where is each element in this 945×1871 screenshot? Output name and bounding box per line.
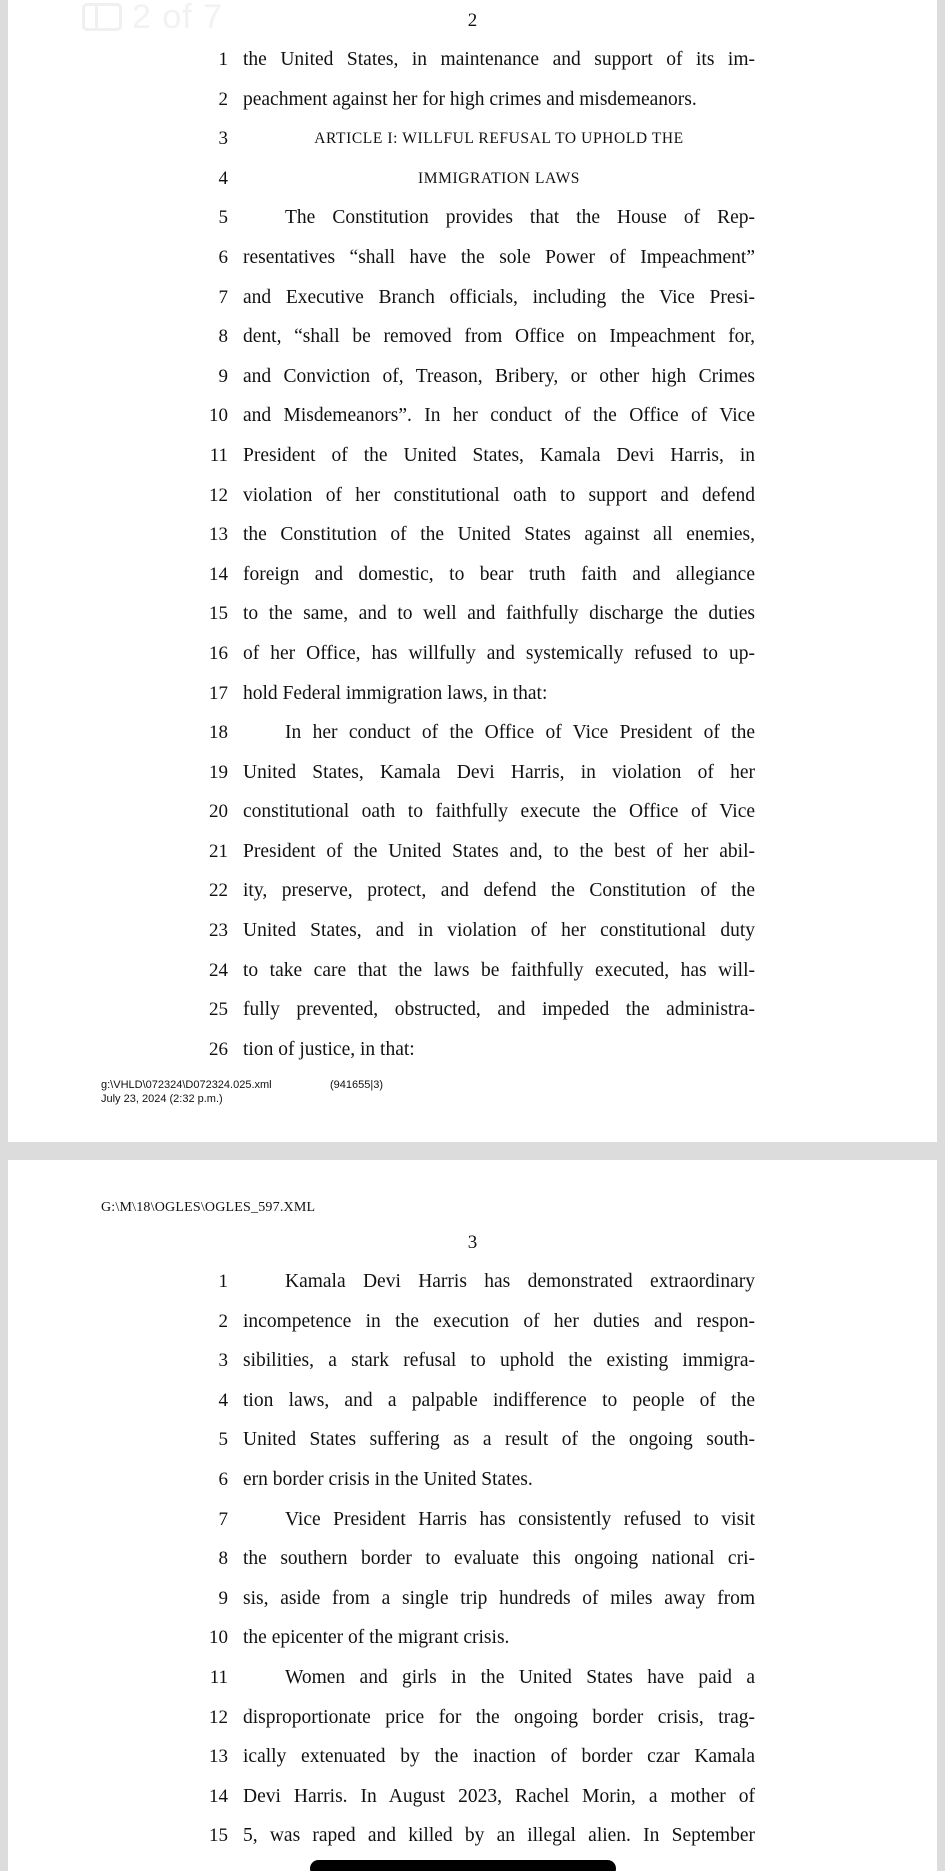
text-line (8, 40, 937, 80)
line-text: and Conviction of, Treason, Bribery, or other high Crimes (243, 365, 755, 387)
text-line (8, 713, 937, 753)
line-number: 15 (209, 1825, 228, 1847)
line-text: President of the United States, Kamala Devi Harris, in (243, 444, 755, 466)
line-number: 5 (218, 207, 228, 229)
text-line (8, 476, 937, 516)
text-line (8, 1460, 937, 1500)
line-number: 9 (218, 1587, 228, 1609)
line-number: 9 (218, 365, 228, 387)
text-line (8, 1658, 937, 1698)
line-number: 6 (218, 246, 228, 268)
line-text: Women and girls in the United States have paid a (285, 1666, 755, 1688)
text-line (8, 1302, 937, 1342)
article-heading-line (8, 159, 937, 199)
text-line (8, 911, 937, 951)
bill-text-lines (8, 40, 937, 1069)
line-text: United States, Kamala Devi Harris, in violation of her (243, 761, 755, 783)
line-text: In her conduct of the Office of Vice President of the (285, 722, 755, 744)
line-number: 24 (209, 959, 228, 981)
line-text: violation of her constitutional oath to support and defend (243, 484, 755, 506)
text-line (8, 674, 937, 714)
line-text: Devi Harris. In August 2023, Rachel Morin, a mother of (243, 1785, 755, 1807)
line-text: fully prevented, obstructed, and impeded the administra- (243, 999, 755, 1021)
text-line (8, 396, 937, 436)
line-number: 26 (209, 1038, 228, 1060)
text-line (8, 1030, 937, 1070)
line-text: tion of justice, in that: (243, 1038, 415, 1060)
line-number: 19 (209, 761, 228, 783)
footer-code: (941655|3) (330, 1079, 384, 1091)
line-number: 15 (209, 603, 228, 625)
text-line (8, 1341, 937, 1381)
text-line (8, 1737, 937, 1777)
line-number: 20 (209, 801, 228, 823)
line-number: 12 (209, 484, 228, 506)
line-text: and Misdemeanors”. In her conduct of the Office of Vice (243, 405, 755, 427)
line-number: 2 (218, 1310, 228, 1332)
line-text: hold Federal immigration laws, in that: (243, 682, 548, 704)
text-line (8, 1420, 937, 1460)
page-footer (101, 1078, 384, 1106)
line-text: Kamala Devi Harris has demonstrated extraordinary (285, 1271, 755, 1292)
text-line (8, 1539, 937, 1579)
line-text: of her Office, has willfully and systemically refused to up- (243, 642, 755, 664)
line-text: tion laws, and a palpable indifference to people of the (243, 1389, 755, 1411)
line-number: 17 (209, 682, 228, 704)
text-line (8, 990, 937, 1030)
line-number: 11 (209, 1666, 228, 1688)
text-line (8, 1579, 937, 1619)
line-number: 7 (218, 286, 228, 308)
line-number: 25 (209, 999, 228, 1021)
text-line (8, 278, 937, 318)
line-text: the United States, in maintenance and support of its im- (243, 49, 755, 70)
line-text: President of the United States and, to the best of her abil- (243, 840, 755, 862)
document-page-2 (8, 0, 937, 1142)
line-number: 1 (218, 1271, 228, 1292)
page-number: 3 (467, 1232, 478, 1253)
line-text: incompetence in the execution of her duties and respon- (243, 1310, 755, 1332)
text-line (8, 238, 937, 278)
text-line (8, 594, 937, 634)
line-number: 3 (218, 128, 228, 150)
line-text: constitutional oath to faithfully execute the Office of Vice (243, 801, 755, 823)
line-text: resentatives “shall have the sole Power of Impeachment” (243, 246, 755, 268)
footer-file-path: g:\VHLD\072324\D072324.025.xml (101, 1079, 272, 1091)
text-line (8, 317, 937, 357)
article-heading: IMMIGRATION LAWS (417, 169, 581, 187)
text-line (8, 1816, 937, 1856)
line-number: 14 (209, 1785, 228, 1807)
text-line (8, 1262, 937, 1302)
page-counter-text: 2 of 7 (132, 0, 224, 36)
line-number: 10 (209, 405, 228, 427)
bill-text-lines (8, 1262, 937, 1856)
text-line (8, 792, 937, 832)
line-text: dent, “shall be removed from Office on Impeachment for, (243, 326, 755, 348)
line-text: and Executive Branch officials, including the Vice Presi- (243, 286, 755, 308)
text-line (8, 832, 937, 872)
line-number: 13 (209, 1746, 228, 1768)
line-text: ity, preserve, protect, and defend the Constitution of the (243, 880, 755, 902)
line-text: ically extenuated by the inaction of border czar Kamala (243, 1746, 755, 1768)
line-number: 3 (218, 1350, 228, 1372)
line-text: 5, was raped and killed by an illegal alien. In September (243, 1825, 755, 1847)
line-text: foreign and domestic, to bear truth faith and allegiance (243, 563, 755, 585)
page-number: 2 (467, 10, 478, 31)
line-number: 6 (218, 1468, 228, 1490)
line-number: 7 (218, 1508, 228, 1530)
line-number: 12 (209, 1706, 228, 1728)
line-number: 4 (218, 167, 228, 189)
line-text: peachment against her for high crimes and misdemeanors. (243, 88, 697, 110)
text-line (8, 634, 937, 674)
text-line (8, 1381, 937, 1421)
line-number: 13 (209, 524, 228, 546)
text-line (8, 951, 937, 991)
line-text: the epicenter of the migrant crisis. (243, 1627, 510, 1649)
line-number: 4 (218, 1389, 228, 1411)
text-line (8, 1618, 937, 1658)
line-number: 10 (209, 1627, 228, 1649)
article-heading: ARTICLE I: WILLFUL REFUSAL TO UPHOLD THE (314, 130, 684, 148)
redaction-scribble (310, 1860, 616, 1871)
line-number: 23 (209, 920, 228, 942)
footer-date: July 23, 2024 (2:32 p.m.) (101, 1093, 223, 1105)
text-line (8, 1698, 937, 1738)
text-line (8, 198, 937, 238)
line-text: sibilities, a stark refusal to uphold the existing immigra- (243, 1350, 755, 1372)
text-line (8, 80, 937, 120)
text-line (8, 555, 937, 595)
article-heading-line (8, 119, 937, 159)
line-text: Vice President Harris has consistently refused to visit (285, 1508, 755, 1530)
line-text: to take care that the laws be faithfully executed, has will- (243, 959, 755, 981)
document-page-3 (8, 1160, 937, 1871)
text-line (8, 515, 937, 555)
line-text: United States suffering as a result of the ongoing south- (243, 1429, 755, 1451)
line-number: 16 (209, 642, 228, 664)
line-number: 18 (209, 722, 228, 744)
line-number: 22 (209, 880, 228, 902)
line-text: ern border crisis in the United States. (243, 1468, 533, 1490)
line-number: 21 (209, 840, 228, 862)
line-number: 5 (218, 1429, 228, 1451)
header-file-path: G:\M\18\OGLES\OGLES_597.XML (101, 1200, 316, 1215)
line-text: the Constitution of the United States against all enemies, (243, 524, 755, 546)
text-line (8, 1777, 937, 1817)
line-number: 11 (209, 444, 228, 466)
line-number: 1 (218, 49, 228, 70)
line-text: United States, and in violation of her constitutional duty (243, 920, 755, 942)
line-text: the southern border to evaluate this ongoing national cri- (243, 1548, 755, 1570)
text-line (8, 436, 937, 476)
line-number: 14 (209, 563, 228, 585)
line-text: disproportionate price for the ongoing border crisis, trag- (243, 1706, 755, 1728)
line-text: sis, aside from a single trip hundreds of miles away from (243, 1587, 755, 1609)
text-line (8, 357, 937, 397)
line-text: The Constitution provides that the House of Rep- (285, 207, 755, 229)
text-line (8, 871, 937, 911)
text-line (8, 753, 937, 793)
line-number: 8 (218, 326, 228, 348)
line-number: 8 (218, 1548, 228, 1570)
line-text: to the same, and to well and faithfully discharge the duties (243, 603, 755, 625)
text-line (8, 1500, 937, 1540)
line-number: 2 (218, 88, 228, 110)
